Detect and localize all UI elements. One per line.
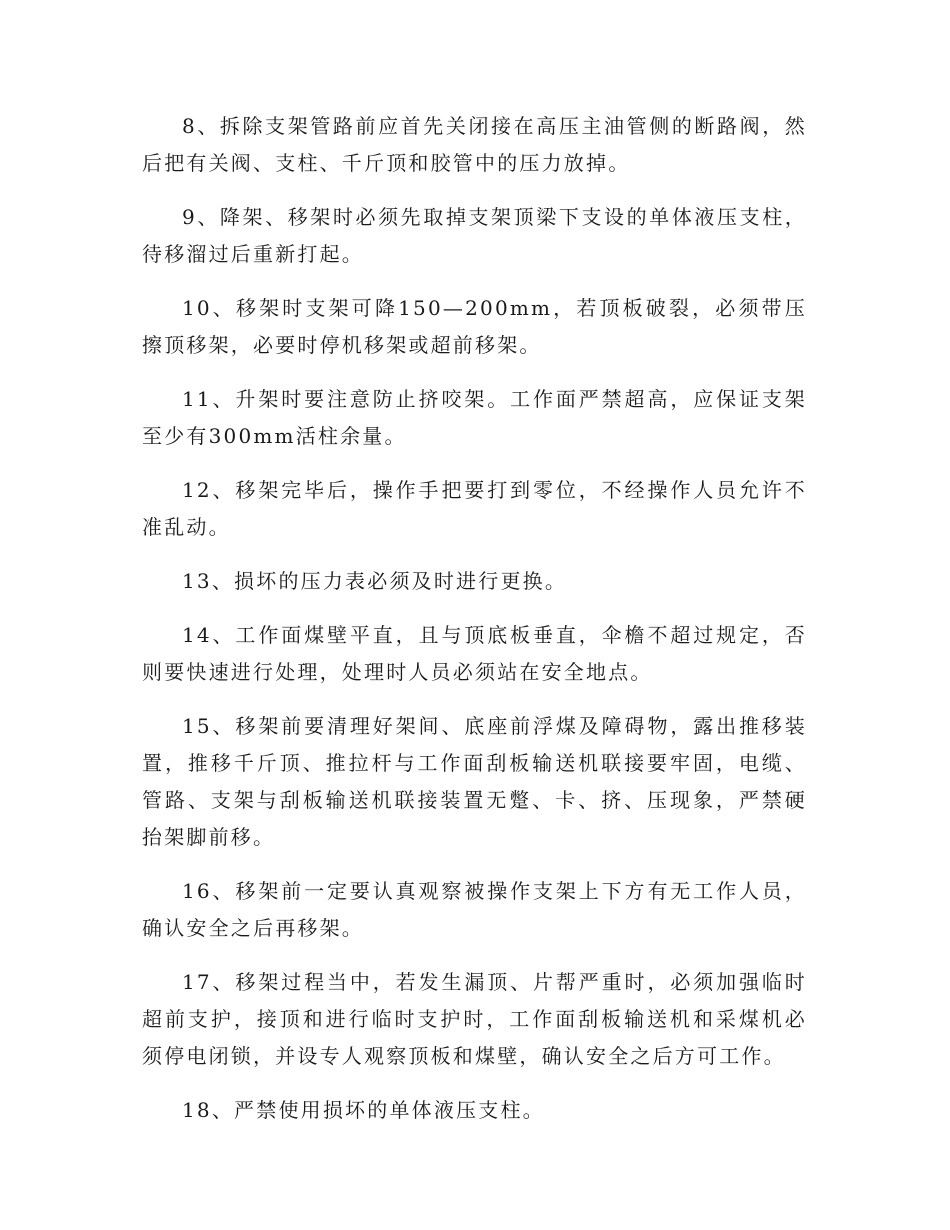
paragraph-item-15: 15、移架前要清理好架间、底座前浮煤及障碍物，露出推移装置，推移千斤顶、推拉杆与工作面刮板输送机联接要牢固，电缆、管路、支架与刮板输送机联接装置无蹩、卡、挤、压现象，严禁硬抬架脚前移。 [142, 714, 807, 849]
paragraph-item-10: 10、移架时支架可降150—200mm，若顶板破裂，必须带压擦顶移架，必要时停机移架或超前移架。 [142, 296, 807, 357]
paragraph-item-13: 13、损坏的压力表必须及时进行更换。 [182, 569, 568, 593]
paragraph-item-11: 11、升架时要注意防止挤咬架。工作面严禁超高，应保证支架至少有300mm活柱余量。 [142, 387, 807, 448]
document-page [142, 108, 807, 1146]
paragraph-item-9: 9、降架、移架时必须先取掉支架顶梁下支设的单体液压支柱，待移溜过后重新打起。 [142, 205, 807, 266]
paragraph-item-12: 12、移架完毕后，操作手把要打到零位，不经操作人员允许不准乱动。 [142, 478, 807, 539]
paragraph-item-14: 14、工作面煤壁平直，且与顶底板垂直，伞檐不超过规定，否则要快速进行处理，处理时人员必须站在安全地点。 [142, 623, 807, 684]
paragraph-item-17: 17、移架过程当中，若发生漏顶、片帮严重时，必须加强临时超前支护，接顶和进行临时支护时，工作面刮板输送机和采煤机必须停电闭锁，并设专人观察顶板和煤壁，确认安全之后方可工作。 [142, 970, 807, 1068]
paragraph-item-16: 16、移架前一定要认真观察被操作支架上下方有无工作人员，确认安全之后再移架。 [142, 879, 807, 940]
paragraph-item-8: 8、拆除支架管路前应首先关闭接在高压主油管侧的断路阀，然后把有关阀、支柱、千斤顶和胶管中的压力放掉。 [142, 114, 807, 175]
paragraph-item-18: 18、严禁使用损坏的单体液压支柱。 [182, 1098, 545, 1122]
